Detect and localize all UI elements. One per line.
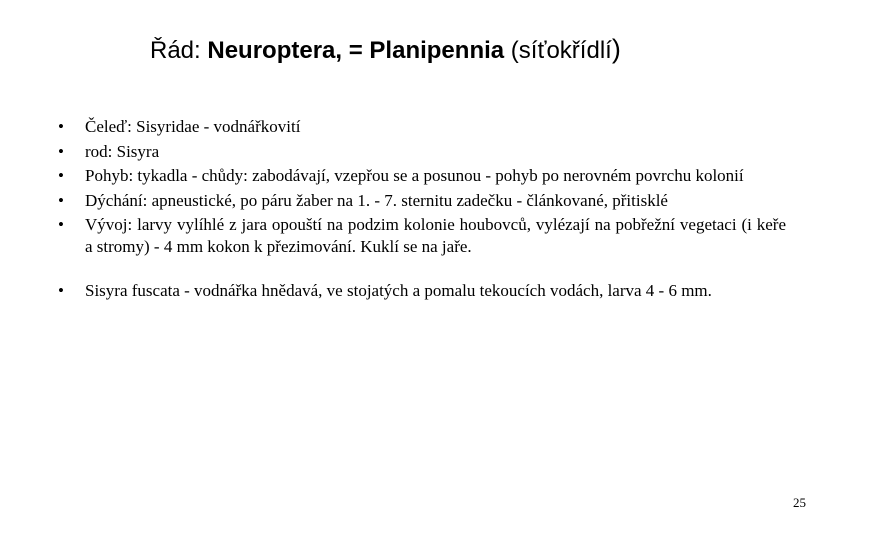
bullet-text: Pohyb: tykadla - chůdy: zabodávají, vzepřou se a posunou - pohyb po nerovném povrchu kolonií (85, 166, 744, 185)
bullet-icon: • (58, 215, 64, 234)
bullet-icon: • (58, 117, 64, 136)
bullet-item-breathing (58, 190, 786, 212)
bullet-item-genus (58, 141, 786, 163)
title-space (504, 37, 511, 64)
title-closing-paren: ) (611, 34, 621, 64)
bullet-item-movement (58, 165, 786, 187)
page-number: 25 (793, 495, 806, 510)
bullet-text: Vývoj: larvy vylíhlé z jara opouští na podzim kolonie houbovců, vylézají na pobřežní vegetaci (i keře a stromy) - 4 mm kokon k přezimování. Kuklí se na jaře. (85, 215, 786, 256)
bullet-text: Sisyra fuscata - vodnářka hnědavá, ve stojatých a pomalu tekoucích vodách, larva 4 - 6 mm. (85, 281, 712, 300)
bullet-item-family (58, 116, 786, 138)
title-czech-name: (síťokřídlí (510, 37, 612, 64)
bullet-icon: • (58, 141, 64, 161)
bullet-list (58, 116, 786, 305)
bullet-item-development (58, 214, 786, 258)
bullet-text: rod: Sisyra (85, 141, 160, 161)
bullet-text: Dýchání: apneustické, po páru žaber na 1. - 7. sternitu zadečku - článkované, přitisklé (85, 190, 668, 210)
bullet-text: Čeleď: Sisyridae - vodnářkovití (85, 117, 301, 136)
bullet-icon: • (58, 166, 64, 185)
bullet-item-species (58, 280, 786, 302)
title-order-name: Neuroptera, = Planipennia (207, 37, 505, 64)
bullet-icon: • (58, 190, 64, 210)
title-prefix: Řád: (150, 37, 208, 64)
bullet-icon: • (58, 281, 64, 300)
slide-title (150, 32, 621, 68)
